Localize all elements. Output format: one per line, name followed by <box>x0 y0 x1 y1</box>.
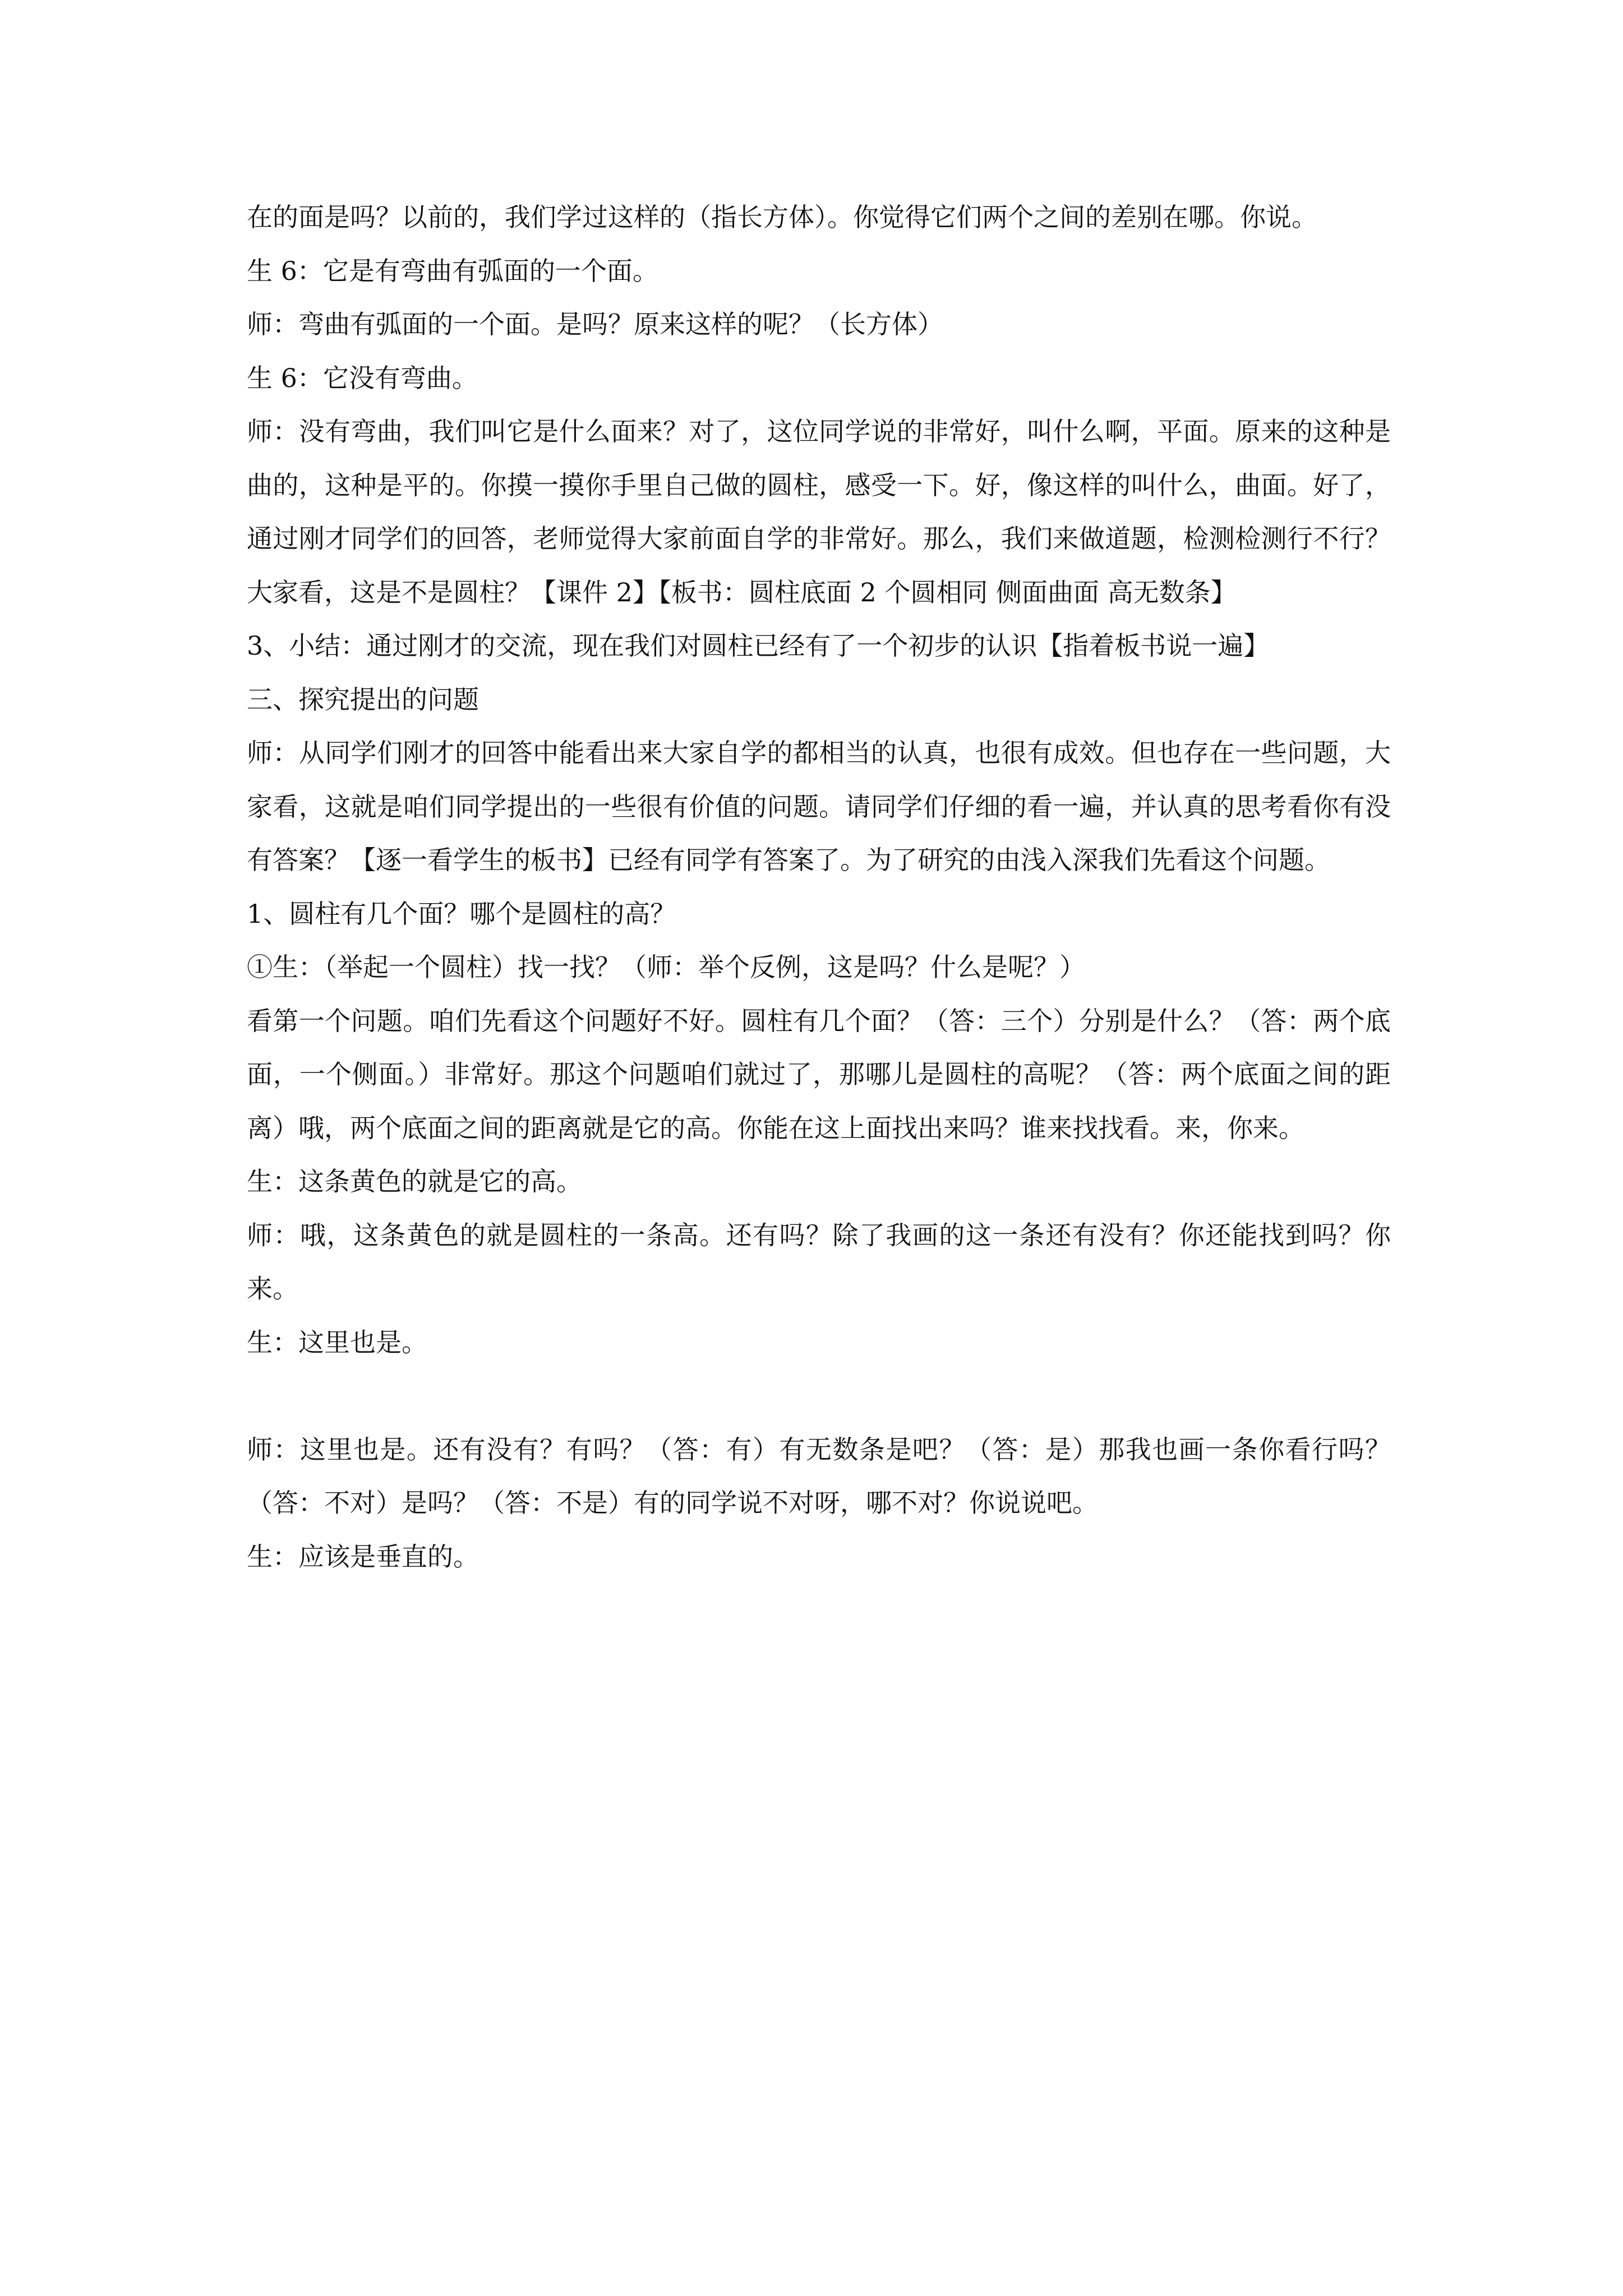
paragraph: 师：弯曲有弧面的一个面。是吗？原来这样的呢？（长方体） <box>247 309 943 339</box>
paragraph: 生 6：它是有弯曲有弧面的一个面。 <box>247 255 658 286</box>
paragraph: 生：这条黄色的就是它的高。 <box>247 1166 582 1197</box>
paragraph: 看第一个问题。咱们先看这个问题好不好。圆柱有几个面？（答：三个）分别是什么？（答：两个底面，一个侧面。）非常好。那这个问题咱们就过了，那哪儿是圆柱的高呢？（答：两个底面之间的距离）哦，两个底面之间的距离就是它的高。你能在这上面找出来吗？谁来找找看。来，你来。 <box>247 1005 1391 1143</box>
paragraph: 生 6：它没有弯曲。 <box>247 362 478 393</box>
paragraph: 3、小结：通过刚才的交流，现在我们对圆柱已经有了一个初步的认识【指着板书说一遍】 <box>247 631 1270 661</box>
paragraph: 生：应该是垂直的。 <box>247 1541 479 1572</box>
paragraph: 师：哦，这条黄色的就是圆柱的一条高。还有吗？除了我画的这一条还有没有？你还能找到吗？你来。 <box>247 1220 1391 1304</box>
blank-line <box>247 1369 1391 1423</box>
paragraph: 在的面是吗？以前的，我们学过这样的（指长方体）。你觉得它们两个之间的差别在哪。你说。 <box>247 202 1317 232</box>
paragraph: ①生：（举起一个圆柱）找一找？（师：举个反例，这是吗？什么是呢？） <box>247 952 1085 982</box>
section-heading: 三、探究提出的问题 <box>247 684 479 715</box>
paragraph: 生：这里也是。 <box>247 1327 427 1358</box>
paragraph: 师：这里也是。还有没有？有吗？（答：有）有无数条是吧？（答：是）那我也画一条你看行吗？（答：不对）是吗？（答：不是）有的同学说不对呀，哪不对？你说说吧。 <box>247 1434 1391 1518</box>
document-body <box>247 191 1391 1584</box>
paragraph: 师：没有弯曲，我们叫它是什么面来？对了，这位同学说的非常好，叫什么啊，平面。原来的这种是曲的，这种是平的。你摸一摸你手里自己做的圆柱，感受一下。好，像这样的叫什么，曲面。好了，通过刚才同学们的回答，老师觉得大家前面自学的非常好。那么，我们来做道题，检测检测行不行？大家看，这是不是圆柱？【课件 2】【板书：圆柱底面 2 个圆相同 侧面曲面 高无数条】 <box>247 416 1391 608</box>
paragraph: 1、圆柱有几个面？哪个是圆柱的高？ <box>247 898 676 929</box>
paragraph: 师：从同学们刚才的回答中能看出来大家自学的都相当的认真，也很有成效。但也存在一些问题，大家看，这就是咱们同学提出的一些很有价值的问题。请同学们仔细的看一遍，并认真的思考看你有没有答案？【逐一看学生的板书】已经有同学有答案了。为了研究的由浅入深我们先看这个问题。 <box>247 738 1391 875</box>
